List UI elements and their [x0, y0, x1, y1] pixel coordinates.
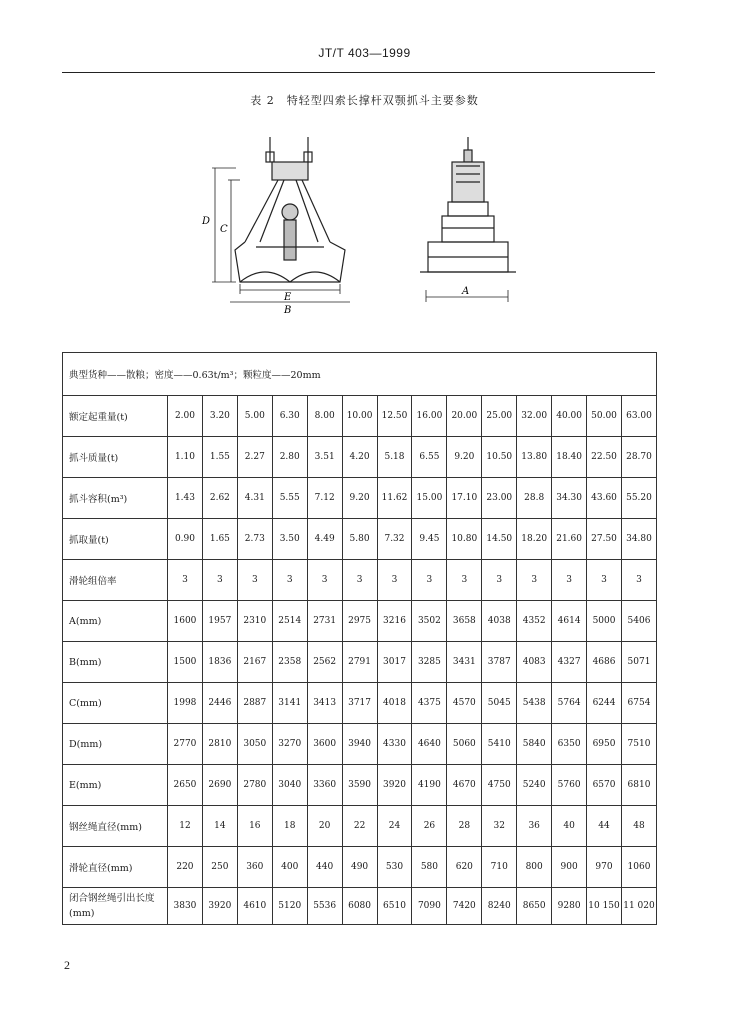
- table-cell: 1957: [202, 601, 237, 642]
- table-cell: 2.62: [202, 478, 237, 519]
- table-cell: 3141: [272, 683, 307, 724]
- row-label: 闭合钢丝绳引出长度(mm): [63, 888, 168, 925]
- table-row: [63, 765, 657, 806]
- table-cell: 3: [307, 560, 342, 601]
- table-cell: 710: [482, 847, 517, 888]
- table-cell: 22: [342, 806, 377, 847]
- table-cell: 1600: [168, 601, 203, 642]
- table-cell: 9.45: [412, 519, 447, 560]
- table-cell: 22.50: [587, 437, 622, 478]
- table-cell: 4083: [517, 642, 552, 683]
- table-cell: 2770: [168, 724, 203, 765]
- table-cell: 4330: [377, 724, 412, 765]
- table-cell: 20.00: [447, 396, 482, 437]
- table-cell: 2731: [307, 601, 342, 642]
- table-cell: 44: [587, 806, 622, 847]
- table-cell: 3: [447, 560, 482, 601]
- grab-side-view-figure: [406, 132, 516, 317]
- table-row: [63, 478, 657, 519]
- table-cell: 2780: [237, 765, 272, 806]
- table-cell: 18.40: [552, 437, 587, 478]
- table-cell: 1.55: [202, 437, 237, 478]
- table-cell: 4327: [552, 642, 587, 683]
- table-cell: 4038: [482, 601, 517, 642]
- table-cell: 17.10: [447, 478, 482, 519]
- table-cell: 18: [272, 806, 307, 847]
- table-cell: 5406: [621, 601, 656, 642]
- table-cell: 7090: [412, 888, 447, 925]
- table-row: [63, 724, 657, 765]
- table-cell: 400: [272, 847, 307, 888]
- table-cell: 3413: [307, 683, 342, 724]
- table-cell: 900: [552, 847, 587, 888]
- table-cell: 1500: [168, 642, 203, 683]
- table-cell: 1998: [168, 683, 203, 724]
- dim-label-b: B: [284, 305, 292, 316]
- table-cell: 250: [202, 847, 237, 888]
- table-cell: 5760: [552, 765, 587, 806]
- standard-code-header: JT/T 403—1999: [318, 46, 411, 60]
- row-label: 滑轮组倍率: [63, 560, 168, 601]
- table-cell: 28.70: [621, 437, 656, 478]
- table-cell: 26: [412, 806, 447, 847]
- table-cell: 10.00: [342, 396, 377, 437]
- table-row: [63, 806, 657, 847]
- dim-label-e: E: [284, 292, 292, 303]
- table-cell: 9280: [552, 888, 587, 925]
- table-caption: 表 2 特轻型四索长撑杆双颚抓斗主要参数: [250, 94, 479, 107]
- table-cell: 5.18: [377, 437, 412, 478]
- table-row: [63, 888, 657, 925]
- table-cell: 6510: [377, 888, 412, 925]
- table-cell: 48: [621, 806, 656, 847]
- table-cell: 8.00: [307, 396, 342, 437]
- table-cell: 50.00: [587, 396, 622, 437]
- table-cell: 4640: [412, 724, 447, 765]
- table-cell: 490: [342, 847, 377, 888]
- table-cell: 6080: [342, 888, 377, 925]
- table-row: [63, 437, 657, 478]
- table-cell: 4352: [517, 601, 552, 642]
- table-cell: 3: [621, 560, 656, 601]
- table-cell: 9.20: [447, 437, 482, 478]
- table-cell: 3040: [272, 765, 307, 806]
- row-label: B(mm): [63, 642, 168, 683]
- table-cell: 2446: [202, 683, 237, 724]
- table-cell: 3050: [237, 724, 272, 765]
- table-cell: 23.00: [482, 478, 517, 519]
- table-row: [63, 601, 657, 642]
- row-label: 钢丝绳直径(mm): [63, 806, 168, 847]
- table-row: [63, 560, 657, 601]
- page-number: 2: [64, 958, 70, 972]
- table-cell: 3.50: [272, 519, 307, 560]
- table-cell: 6570: [587, 765, 622, 806]
- table-cell: 2358: [272, 642, 307, 683]
- table-cell: 4686: [587, 642, 622, 683]
- table-cell: 11 020: [621, 888, 656, 925]
- row-label: 抓取量(t): [63, 519, 168, 560]
- table-cell: 3940: [342, 724, 377, 765]
- table-cell: 5045: [482, 683, 517, 724]
- table-cell: 2.73: [237, 519, 272, 560]
- table-cell: 440: [307, 847, 342, 888]
- table-cell: 3.51: [307, 437, 342, 478]
- table-cell: 4.20: [342, 437, 377, 478]
- table-cell: 4614: [552, 601, 587, 642]
- table-cell: 40.00: [552, 396, 587, 437]
- row-label: A(mm): [63, 601, 168, 642]
- table-row: [63, 519, 657, 560]
- table-cell: 5.80: [342, 519, 377, 560]
- table-cell: 13.80: [517, 437, 552, 478]
- table-cell: 3: [237, 560, 272, 601]
- table-cell: 2167: [237, 642, 272, 683]
- table-row: [63, 683, 657, 724]
- table-cell: 1836: [202, 642, 237, 683]
- table-cell: 5.55: [272, 478, 307, 519]
- table-cell: 14.50: [482, 519, 517, 560]
- table-cell: 40: [552, 806, 587, 847]
- table-cell: 5000: [587, 601, 622, 642]
- table-cell: 21.60: [552, 519, 587, 560]
- dim-label-a: A: [462, 286, 470, 297]
- grab-front-view-drawing: [200, 132, 350, 317]
- cargo-spec-row: [63, 353, 657, 396]
- table-cell: 7420: [447, 888, 482, 925]
- table-cell: 3: [482, 560, 517, 601]
- table-cell: 3017: [377, 642, 412, 683]
- table-cell: 10.50: [482, 437, 517, 478]
- table-cell: 2690: [202, 765, 237, 806]
- table-cell: 0.90: [168, 519, 203, 560]
- table-cell: 3590: [342, 765, 377, 806]
- dim-label-d: D: [202, 216, 211, 227]
- table-cell: 27.50: [587, 519, 622, 560]
- table-cell: 3: [587, 560, 622, 601]
- table-cell: 3920: [202, 888, 237, 925]
- row-label: 抓斗质量(t): [63, 437, 168, 478]
- table-cell: 16: [237, 806, 272, 847]
- table-cell: 3.20: [202, 396, 237, 437]
- table-cell: 20: [307, 806, 342, 847]
- table-cell: 3920: [377, 765, 412, 806]
- grab-parameters-table: [62, 352, 657, 925]
- table-cell: 16.00: [412, 396, 447, 437]
- table-cell: 3: [168, 560, 203, 601]
- table-cell: 3: [517, 560, 552, 601]
- table-cell: 7.32: [377, 519, 412, 560]
- table-row: [63, 847, 657, 888]
- table-cell: 7510: [621, 724, 656, 765]
- table-cell: 3270: [272, 724, 307, 765]
- table-cell: 6810: [621, 765, 656, 806]
- grab-side-view-drawing: [406, 132, 516, 317]
- row-label: 抓斗容积(m³): [63, 478, 168, 519]
- table-cell: 3360: [307, 765, 342, 806]
- row-label: E(mm): [63, 765, 168, 806]
- grab-front-view-figure: [200, 132, 350, 317]
- table-cell: 36: [517, 806, 552, 847]
- table-cell: 220: [168, 847, 203, 888]
- table-cell: 2887: [237, 683, 272, 724]
- table-cell: 3: [202, 560, 237, 601]
- table-cell: 2.00: [168, 396, 203, 437]
- table-cell: 4375: [412, 683, 447, 724]
- table-cell: 3431: [447, 642, 482, 683]
- table-cell: 5410: [482, 724, 517, 765]
- table-cell: 2810: [202, 724, 237, 765]
- table-cell: 970: [587, 847, 622, 888]
- table-cell: 3216: [377, 601, 412, 642]
- table-cell: 3: [412, 560, 447, 601]
- dim-label-c: C: [220, 224, 228, 235]
- table-cell: 10 150: [587, 888, 622, 925]
- table-cell: 4018: [377, 683, 412, 724]
- table-cell: 32.00: [517, 396, 552, 437]
- table-cell: 34.80: [621, 519, 656, 560]
- table-row: [63, 642, 657, 683]
- table-cell: 4.31: [237, 478, 272, 519]
- table-cell: 1.10: [168, 437, 203, 478]
- row-label: 滑轮直径(mm): [63, 847, 168, 888]
- table-cell: 4.49: [307, 519, 342, 560]
- table-cell: 8650: [517, 888, 552, 925]
- table-cell: 8240: [482, 888, 517, 925]
- row-label: 额定起重量(t): [63, 396, 168, 437]
- table-cell: 63.00: [621, 396, 656, 437]
- table-cell: 360: [237, 847, 272, 888]
- table-cell: 1.43: [168, 478, 203, 519]
- table-cell: 580: [412, 847, 447, 888]
- table-cell: 3: [272, 560, 307, 601]
- table-cell: 32: [482, 806, 517, 847]
- table-cell: 9.20: [342, 478, 377, 519]
- table-cell: 530: [377, 847, 412, 888]
- row-label: C(mm): [63, 683, 168, 724]
- table-cell: 6244: [587, 683, 622, 724]
- table-cell: 6.55: [412, 437, 447, 478]
- table-cell: 5.00: [237, 396, 272, 437]
- table-cell: 5840: [517, 724, 552, 765]
- table-cell: 12.50: [377, 396, 412, 437]
- table-cell: 5060: [447, 724, 482, 765]
- table-cell: 15.00: [412, 478, 447, 519]
- table-cell: 10.80: [447, 519, 482, 560]
- table-cell: 43.60: [587, 478, 622, 519]
- row-label: D(mm): [63, 724, 168, 765]
- table-cell: 28: [447, 806, 482, 847]
- table-cell: 2514: [272, 601, 307, 642]
- table-cell: 620: [447, 847, 482, 888]
- table-cell: 3787: [482, 642, 517, 683]
- table-cell: 2562: [307, 642, 342, 683]
- table-cell: 4190: [412, 765, 447, 806]
- table-cell: 2791: [342, 642, 377, 683]
- table-cell: 6950: [587, 724, 622, 765]
- table-cell: 25.00: [482, 396, 517, 437]
- table-cell: 5536: [307, 888, 342, 925]
- table-cell: 4570: [447, 683, 482, 724]
- table-cell: 3717: [342, 683, 377, 724]
- table-cell: 24: [377, 806, 412, 847]
- table-cell: 2310: [237, 601, 272, 642]
- header-rule: [62, 72, 655, 73]
- table-cell: 11.62: [377, 478, 412, 519]
- table-cell: 6350: [552, 724, 587, 765]
- table-cell: 1060: [621, 847, 656, 888]
- table-cell: 2.80: [272, 437, 307, 478]
- table-cell: 34.30: [552, 478, 587, 519]
- table-cell: 3600: [307, 724, 342, 765]
- table-cell: 5438: [517, 683, 552, 724]
- table-cell: 3285: [412, 642, 447, 683]
- table-cell: 3502: [412, 601, 447, 642]
- table-cell: 12: [168, 806, 203, 847]
- table-cell: 1.65: [202, 519, 237, 560]
- table-cell: 3: [377, 560, 412, 601]
- table-cell: 3658: [447, 601, 482, 642]
- table-cell: 4670: [447, 765, 482, 806]
- table-cell: 3830: [168, 888, 203, 925]
- table-cell: 2650: [168, 765, 203, 806]
- table-row: [63, 396, 657, 437]
- table-cell: 5071: [621, 642, 656, 683]
- table-cell: 55.20: [621, 478, 656, 519]
- table-cell: 800: [517, 847, 552, 888]
- table-cell: 28.8: [517, 478, 552, 519]
- table-cell: 3: [342, 560, 377, 601]
- table-cell: 5120: [272, 888, 307, 925]
- table-cell: 4610: [237, 888, 272, 925]
- table-cell: 5240: [517, 765, 552, 806]
- table-cell: 5764: [552, 683, 587, 724]
- table-cell: 3: [552, 560, 587, 601]
- table-cell: 7.12: [307, 478, 342, 519]
- table-cell: 18.20: [517, 519, 552, 560]
- table-cell: 6754: [621, 683, 656, 724]
- table-cell: 2975: [342, 601, 377, 642]
- table-cell: 6.30: [272, 396, 307, 437]
- table-cell: 14: [202, 806, 237, 847]
- cargo-spec-cell: 典型货种——散粮；密度——0.63t/m³；颗粒度——20mm: [63, 353, 657, 396]
- table-cell: 4750: [482, 765, 517, 806]
- table-cell: 2.27: [237, 437, 272, 478]
